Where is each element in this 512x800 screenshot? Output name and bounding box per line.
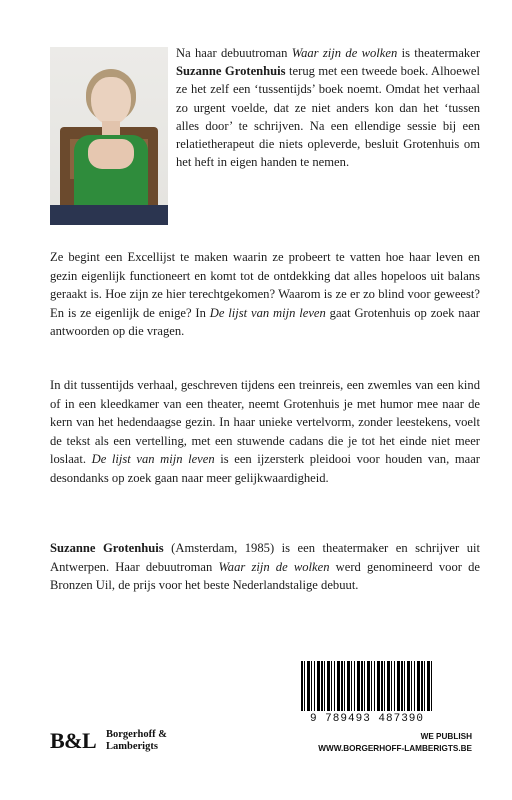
synopsis-text-2: gaat Grotenhuis op zoek naar antwoorden op die vragen. xyxy=(50,305,480,339)
author-bio-text-1: (Amsterdam, 1985) is een theatermaker en schrijver uit Antwerpen. Haar debuutroman xyxy=(50,541,480,574)
author-name: Suzanne Grotenhuis xyxy=(50,541,164,555)
book-title: De lijst van mijn leven xyxy=(91,452,215,467)
intro-text-1: Na haar debuutroman xyxy=(176,46,292,60)
intro-text-3: terug met een tweede boek. Alhoewel ze het zelf een ‘tussentijds’ boek noemt. Omdat het verhaal zo urgent voelde, dat ze niet anders kon dan het ‘tussen alles door’ te schrijven. Na een ellendige sessie bij een relatietherapeut die niets opleverde, besluit Grotenhuis om het heft in eigen handen te nemen. xyxy=(176,64,481,170)
debut-title: Waar zijn de wolken xyxy=(218,559,330,574)
author-bio-paragraph xyxy=(50,539,480,595)
praise-text-1: In dit tussentijds verhaal, geschreven tijdens een treinreis, een zwemles van een kind of in een kleedkamer van een theater, neemt Grotenhuis je met humor mee naar de kern van het hedendaagse gezin. In haar unieke vertelvorm, zonder leestekens, voelt de tekst als een vertelling, met een stuwende cadans die je tot het einde niet meer loslaat. xyxy=(50,378,480,467)
debut-title: Waar zijn de wolken xyxy=(291,46,398,60)
author-bio-text-2: werd genomineerd voor de Bronzen Uil, de prijs voor het beste Nederlandstalige debuut. xyxy=(50,559,481,593)
publisher-name-line-1: Borgerhoff & xyxy=(106,729,167,740)
synopsis-text-1: Ze begint een Excellijst te maken waarin ze probeert te vatten hoe haar leven en gezin eigenlijk functioneert en komt tot de ontdekking dat alles hopeloos uit balans geraakt is. Hoe zijn ze hier terechtgekomen? Waarom is ze er zo blind voor geweest? En is ze eigenlijk de enige? In xyxy=(50,250,480,320)
publisher-name-line-2: Lamberigts xyxy=(106,741,158,752)
barcode xyxy=(301,661,433,711)
isbn-number: 9 789493 487390 xyxy=(309,713,425,725)
synopsis-paragraph xyxy=(50,248,480,341)
publisher-logo-mark: B&L xyxy=(50,728,97,753)
intro-paragraph xyxy=(176,44,480,171)
praise-text-2: is een ijzersterk pleidooi voor houden van, maar desondanks op zoek gaan naar meer gelijkwaardigheid. xyxy=(50,452,480,485)
publisher-logo-name xyxy=(106,729,186,753)
praise-paragraph xyxy=(50,376,480,488)
publisher-website: WWW.BORGERHOFF-LAMBERIGTS.BE xyxy=(318,744,472,753)
author-photo xyxy=(50,47,168,225)
author-name: Suzanne Grotenhuis xyxy=(176,64,286,79)
publisher-tagline: WE PUBLISH xyxy=(420,732,472,741)
book-title: De lijst van mijn leven xyxy=(209,305,326,320)
intro-text-2: is theatermaker xyxy=(397,46,481,60)
